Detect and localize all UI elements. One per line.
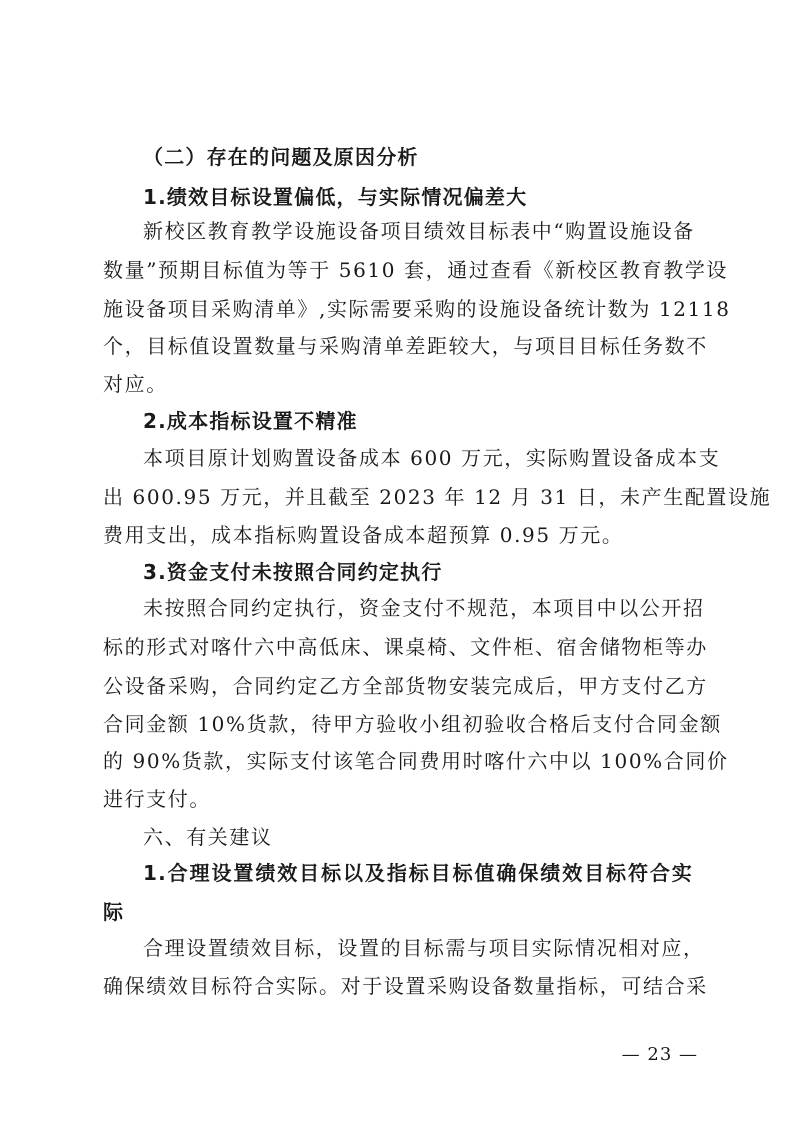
- subsection-title: 3.资金支付未按照合同约定执行: [143, 560, 443, 584]
- suggestion-heading: 六、有关建议: [143, 825, 273, 849]
- paragraph-line: 数量”预期目标值为等于 5610 套，通过查看《新校区教育教学设: [103, 258, 729, 282]
- paragraph-line: 合理设置绩效目标，设置的目标需与项目实际情况相对应，: [143, 936, 705, 960]
- section-heading: （二）存在的问题及原因分析: [143, 145, 419, 169]
- paragraph-line: 个，目标值设置数量与采购清单差距较大，与项目目标任务数不: [103, 334, 708, 358]
- paragraph-line: 的 90%货款，实际支付该笔合同费用时喀什六中以 100%合同价: [103, 749, 729, 773]
- paragraph-line: 对应。: [103, 372, 168, 396]
- paragraph-line: 本项目原计划购置设备成本 600 万元，实际购置设备成本支: [143, 446, 721, 470]
- page-number: — 23 —: [621, 1044, 698, 1065]
- paragraph-line: 标的形式对喀什六中高低床、课桌椅、文件柜、宿舍储物柜等办: [103, 635, 708, 659]
- paragraph-line: 合同金额 10%货款，待甲方验收小组初验收合格后支付合同金额: [103, 712, 722, 736]
- paragraph-line: 未按照合同约定执行，资金支付不规范，本项目中以公开招: [143, 596, 705, 620]
- subsection-title: 2.成本指标设置不精准: [143, 409, 358, 433]
- paragraph-line: 确保绩效目标符合实际。对于设置采购设备数量指标，可结合采: [103, 974, 708, 998]
- paragraph-line: 新校区教育教学设施设备项目绩效目标表中“购置设施设备: [143, 219, 695, 243]
- suggestion-title-line: 际: [103, 900, 125, 924]
- paragraph-line: 出 600.95 万元，并且截至 2023 年 12 月 31 日，未产生配置设施: [103, 485, 772, 509]
- paragraph-line: 公设备采购，合同约定乙方全部货物安装完成后，甲方支付乙方: [103, 674, 708, 698]
- paragraph-line: 施设备项目采购清单》,实际需要采购的设施设备统计数为 12118: [103, 297, 731, 321]
- paragraph-line: 费用支出，成本指标购置设备成本超预算 0.95 万元。: [103, 523, 624, 547]
- suggestion-title-line: 1.合理设置绩效目标以及指标目标值确保绩效目标符合实: [143, 861, 693, 885]
- paragraph-line: 进行支付。: [103, 787, 211, 811]
- subsection-title: 1.绩效目标设置偏低，与实际情况偏差大: [143, 185, 528, 209]
